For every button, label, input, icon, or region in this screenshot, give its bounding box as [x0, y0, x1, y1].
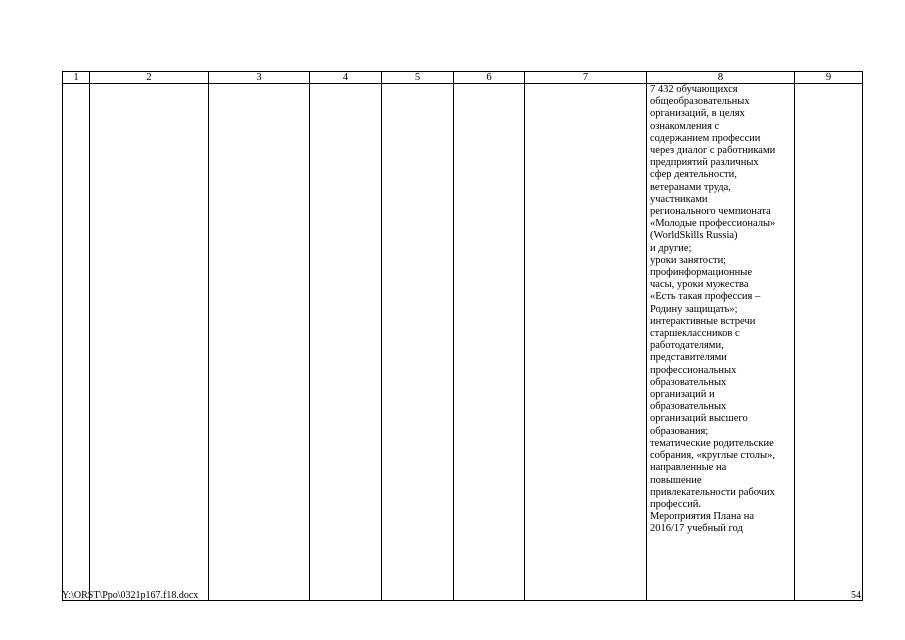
cell-col-2 [90, 84, 209, 601]
cell-line: Родину защищать»; [650, 303, 738, 315]
cell-line: «Молодые профессионалы» [650, 218, 776, 230]
cell-line: профессиональных [650, 364, 737, 376]
cell-line: 2016/17 учебный год [650, 523, 743, 535]
cell-line: общеобразовательных [650, 96, 750, 108]
cell-line: профессий. [650, 498, 702, 510]
document-table [62, 71, 863, 601]
cell-line: организаций и [650, 389, 715, 401]
cell-col-1 [63, 84, 90, 601]
cell-line: ознакомления с [650, 120, 720, 132]
cell-line: повышение [650, 474, 702, 486]
cell-col-8-text [650, 84, 791, 536]
column-header-1: 1 [63, 72, 90, 84]
column-header-8: 8 [647, 72, 795, 84]
cell-line: тематические родительские [650, 437, 774, 449]
cell-line: привлекательности рабочих [650, 486, 775, 498]
cell-line: содержанием профессии [650, 132, 761, 144]
cell-col-6 [454, 84, 525, 601]
cell-line: часы, уроки мужества [650, 279, 749, 291]
cell-line: интерактивные встречи [650, 315, 756, 327]
cell-line: предприятий различных [650, 157, 759, 169]
cell-line: «Есть такая профессия – [650, 291, 761, 303]
header-row [63, 72, 863, 84]
cell-line: через диалог с работниками [650, 145, 776, 157]
cell-col-7 [525, 84, 647, 601]
footer-file-path: Y:\ORST\Ppo\0321p167.f18.docx [62, 590, 199, 601]
cell-line: организаций, в целях [650, 108, 745, 120]
column-header-3: 3 [209, 72, 310, 84]
cell-col-4 [310, 84, 382, 601]
footer-page-number: 54 [851, 590, 861, 601]
table-row [63, 84, 863, 601]
cell-line: регионального чемпионата [650, 206, 771, 218]
cell-line: представителями [650, 352, 727, 364]
cell-line: старшеклассников с [650, 328, 740, 340]
column-header-2: 2 [90, 72, 209, 84]
cell-line: ветеранами труда, [650, 181, 731, 193]
cell-line: образовательных [650, 376, 727, 388]
column-header-7: 7 [525, 72, 647, 84]
column-header-9: 9 [795, 72, 863, 84]
cell-col-9 [795, 84, 863, 601]
column-header-6: 6 [454, 72, 525, 84]
cell-line: образования; [650, 425, 709, 437]
cell-col-3 [209, 84, 310, 601]
cell-line: (WorldSkills Russia) [650, 230, 738, 242]
cell-line: и другие; [650, 242, 692, 254]
column-header-4: 4 [310, 72, 382, 84]
cell-line: Мероприятия Плана на [650, 511, 755, 523]
cell-line: работодателями, [650, 340, 724, 352]
cell-col-8 [647, 84, 795, 601]
cell-line: 7 432 обучающихся [650, 84, 738, 95]
cell-line: собрания, «круглые столы», [650, 450, 775, 462]
cell-line: уроки занятости; [650, 254, 727, 266]
cell-line: участниками [650, 193, 708, 205]
cell-line: профинформационные [650, 267, 752, 279]
cell-col-5 [382, 84, 454, 601]
column-header-5: 5 [382, 72, 454, 84]
cell-line: сфер деятельности, [650, 169, 737, 181]
cell-line: направленные на [650, 462, 727, 474]
cell-line: образовательных [650, 401, 727, 413]
cell-line: организаций высшего [650, 413, 748, 425]
